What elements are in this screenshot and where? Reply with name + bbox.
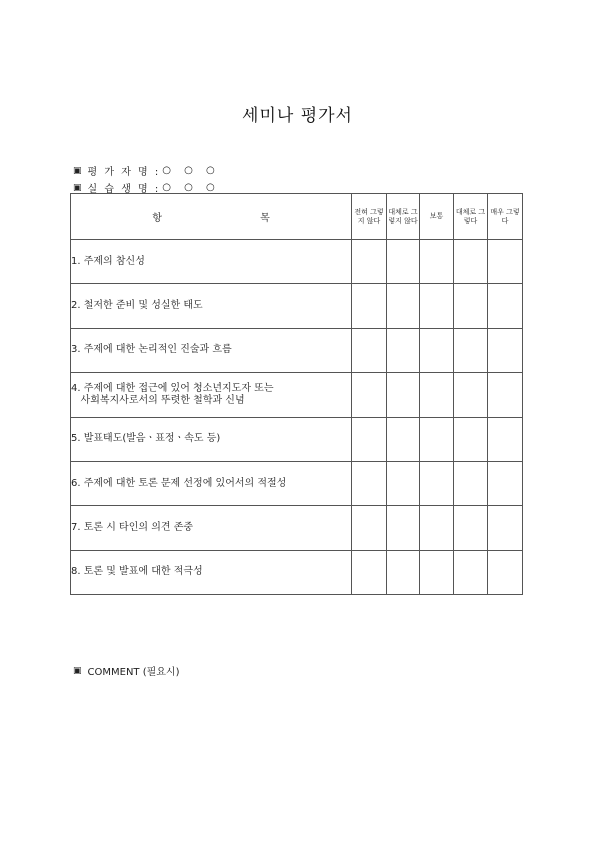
rating-cell[interactable] (454, 461, 488, 505)
table-row (71, 506, 523, 550)
criterion-cell (71, 550, 352, 594)
rating-cell[interactable] (420, 240, 454, 284)
criterion-cell (71, 506, 352, 550)
criterion-cell (71, 417, 352, 461)
student-label: 실 습 생 명 : (87, 184, 161, 195)
square-bullet-icon: ▣ (73, 182, 82, 193)
rating-cell[interactable] (352, 550, 387, 594)
rating-header-disagree: 대체로 그렇지 않다 (387, 194, 420, 240)
criterion-text: 7. 토론 시 타인의 의견 존중 (71, 522, 194, 534)
rating-cell[interactable] (352, 284, 387, 328)
evaluator-label: 평 가 자 명 : (87, 167, 161, 178)
rating-cell[interactable] (387, 506, 420, 550)
rating-cell[interactable] (420, 328, 454, 372)
table-row (71, 550, 523, 594)
rating-cell[interactable] (420, 417, 454, 461)
rating-header-strongly-agree: 매우 그렇다 (488, 194, 523, 240)
comment-label: COMMENT (필요시) (87, 667, 180, 678)
document-title: 세미나 평가서 (242, 106, 353, 126)
rating-cell[interactable] (488, 461, 523, 505)
rating-cell[interactable] (488, 417, 523, 461)
student-value: ○ ○ ○ (162, 182, 220, 193)
rating-cell[interactable] (387, 328, 420, 372)
table-header-row (71, 194, 523, 240)
rating-cell[interactable] (387, 461, 420, 505)
criterion-cell (71, 328, 352, 372)
table-row (71, 417, 523, 461)
rating-cell[interactable] (352, 417, 387, 461)
rating-cell[interactable] (488, 240, 523, 284)
criterion-text: 2. 철저한 준비 및 성실한 태도 (71, 300, 203, 312)
rating-cell[interactable] (420, 506, 454, 550)
rating-cell[interactable] (488, 506, 523, 550)
item-column-header: 항 목 (71, 194, 352, 240)
rating-cell[interactable] (454, 284, 488, 328)
rating-cell[interactable] (387, 417, 420, 461)
criterion-cell (71, 461, 352, 505)
rating-cell[interactable] (454, 417, 488, 461)
rating-cell[interactable] (352, 373, 387, 417)
criterion-text: 1. 주제의 참신성 (71, 255, 145, 267)
table-row (71, 284, 523, 328)
rating-header-neutral: 보통 (420, 194, 454, 240)
rating-cell[interactable] (454, 550, 488, 594)
rating-cell[interactable] (387, 240, 420, 284)
criterion-cell (71, 240, 352, 284)
criterion-text-continued: 사회복지사로서의 뚜렷한 철학과 신념 (71, 394, 245, 406)
rating-cell[interactable] (352, 461, 387, 505)
evaluation-table (70, 193, 523, 595)
rating-header-agree: 대체로 그렇다 (454, 194, 488, 240)
criterion-text: 6. 주제에 대한 토론 문제 선정에 있어서의 적절성 (71, 477, 287, 489)
rating-cell[interactable] (488, 550, 523, 594)
table-row (71, 461, 523, 505)
rating-cell[interactable] (454, 328, 488, 372)
square-bullet-icon: ▣ (73, 165, 82, 176)
rating-cell[interactable] (488, 328, 523, 372)
table-row (71, 373, 523, 417)
rating-cell[interactable] (420, 373, 454, 417)
rating-cell[interactable] (352, 506, 387, 550)
rating-cell[interactable] (420, 461, 454, 505)
square-bullet-icon: ▣ (73, 665, 82, 676)
rating-header-strongly-disagree: 전혀 그렇지 않다 (352, 194, 387, 240)
rating-cell[interactable] (387, 373, 420, 417)
criterion-cell (71, 284, 352, 328)
rating-cell[interactable] (420, 284, 454, 328)
rating-cell[interactable] (387, 550, 420, 594)
rating-cell[interactable] (454, 240, 488, 284)
evaluator-line (73, 163, 220, 178)
rating-cell[interactable] (352, 328, 387, 372)
criterion-text: 4. 주제에 대한 접근에 있어 청소년지도자 또는 (71, 382, 274, 394)
rating-cell[interactable] (420, 550, 454, 594)
criterion-text: 5. 발표태도(발음ㆍ표정ㆍ속도 등) (71, 433, 221, 445)
rating-cell[interactable] (454, 373, 488, 417)
rating-cell[interactable] (454, 506, 488, 550)
criterion-text: 8. 토론 및 발표에 대한 적극성 (71, 566, 203, 578)
rating-cell[interactable] (352, 240, 387, 284)
criterion-text: 3. 주제에 대한 논리적인 진술과 흐름 (71, 344, 232, 356)
rating-cell[interactable] (387, 284, 420, 328)
comment-line (73, 663, 180, 678)
table-row (71, 328, 523, 372)
rating-cell[interactable] (488, 373, 523, 417)
table-row (71, 240, 523, 284)
rating-cell[interactable] (488, 284, 523, 328)
criterion-cell (71, 373, 352, 417)
evaluator-value: ○ ○ ○ (162, 165, 220, 176)
